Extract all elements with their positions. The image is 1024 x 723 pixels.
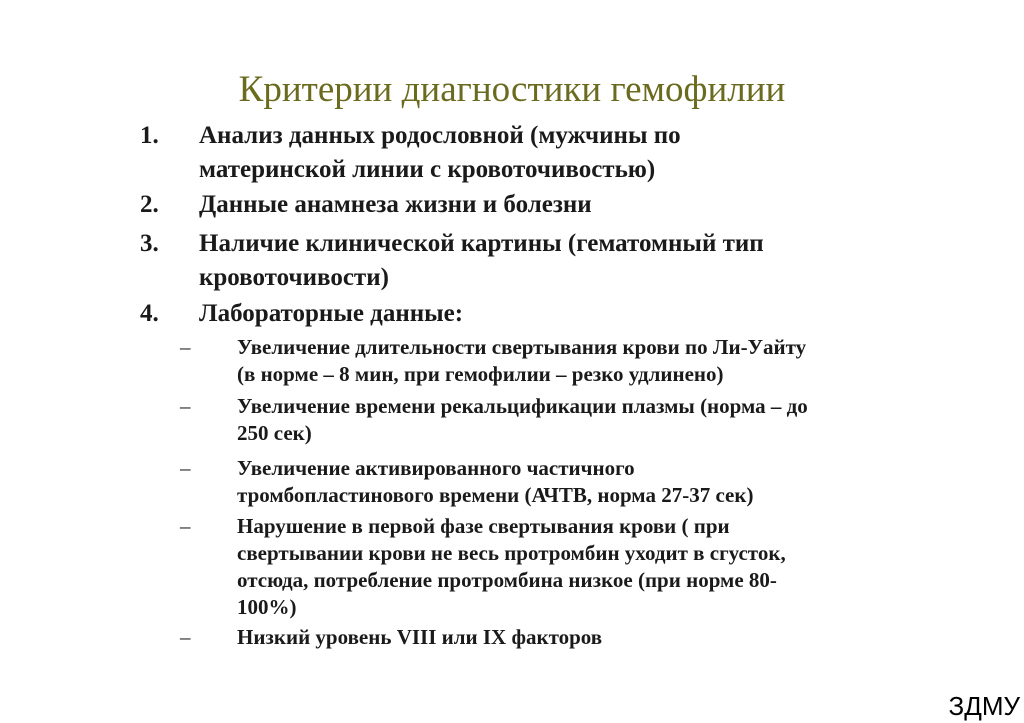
item-line: Данные анамнеза жизни и болезни — [199, 191, 592, 218]
dash-bullet: – — [180, 335, 191, 359]
item-line: Наличие клинической картины (гематомный тип — [199, 230, 764, 257]
item-line: Лабораторные данные: — [199, 300, 464, 327]
item-number: 4. — [140, 300, 159, 327]
item-line: материнской линии с кровоточивостью) — [199, 156, 656, 183]
subitem-line: Увеличение времени рекальцификации плазмы (норма – до — [237, 394, 808, 418]
item-line: кровоточивости) — [199, 264, 389, 291]
subitem-line: отсюда, потребление протромбина низкое (при норме 80- — [237, 568, 777, 592]
subitem-line: тромбопластинового времени (АЧТВ, норма 27-37 сек) — [237, 483, 754, 507]
item-line: Анализ данных родословной (мужчины по — [199, 122, 681, 149]
item-number: 3. — [140, 230, 159, 257]
subitem-text — [237, 334, 806, 388]
item-text — [199, 188, 592, 222]
dash-bullet: – — [180, 514, 191, 538]
subitem-text — [237, 624, 602, 651]
item-text — [199, 227, 764, 295]
subitem-text — [237, 455, 753, 509]
subitem-text — [237, 513, 786, 621]
subitem-line: Нарушение в первой фазе свертывания крови ( при — [237, 514, 730, 538]
item-number: 1. — [140, 122, 159, 149]
subitem-line: Низкий уровень VIII или IX факторов — [237, 625, 603, 649]
subitem-line: 100%) — [237, 595, 297, 619]
dash-bullet: – — [180, 394, 191, 418]
dash-bullet: – — [180, 625, 191, 649]
subitem-line: (в норме – 8 мин, при гемофилии – резко удлинено) — [237, 362, 724, 386]
dash-bullet: – — [180, 456, 191, 480]
subitem-text — [237, 393, 808, 447]
item-text — [199, 297, 463, 331]
footer-label: ЗДМУ — [948, 691, 1020, 721]
subitem-line: 250 сек) — [237, 421, 312, 445]
slide-title: Критерии диагностики гемофилии — [238, 69, 786, 110]
item-text — [199, 119, 681, 187]
item-number: 2. — [140, 191, 159, 218]
subitem-line: Увеличение активированного частичного — [237, 456, 635, 480]
subitem-line: Увеличение длительности свертывания крови по Ли-Уайту — [237, 335, 807, 359]
subitem-line: свертывании крови не весь протромбин уходит в сгусток, — [237, 541, 786, 565]
